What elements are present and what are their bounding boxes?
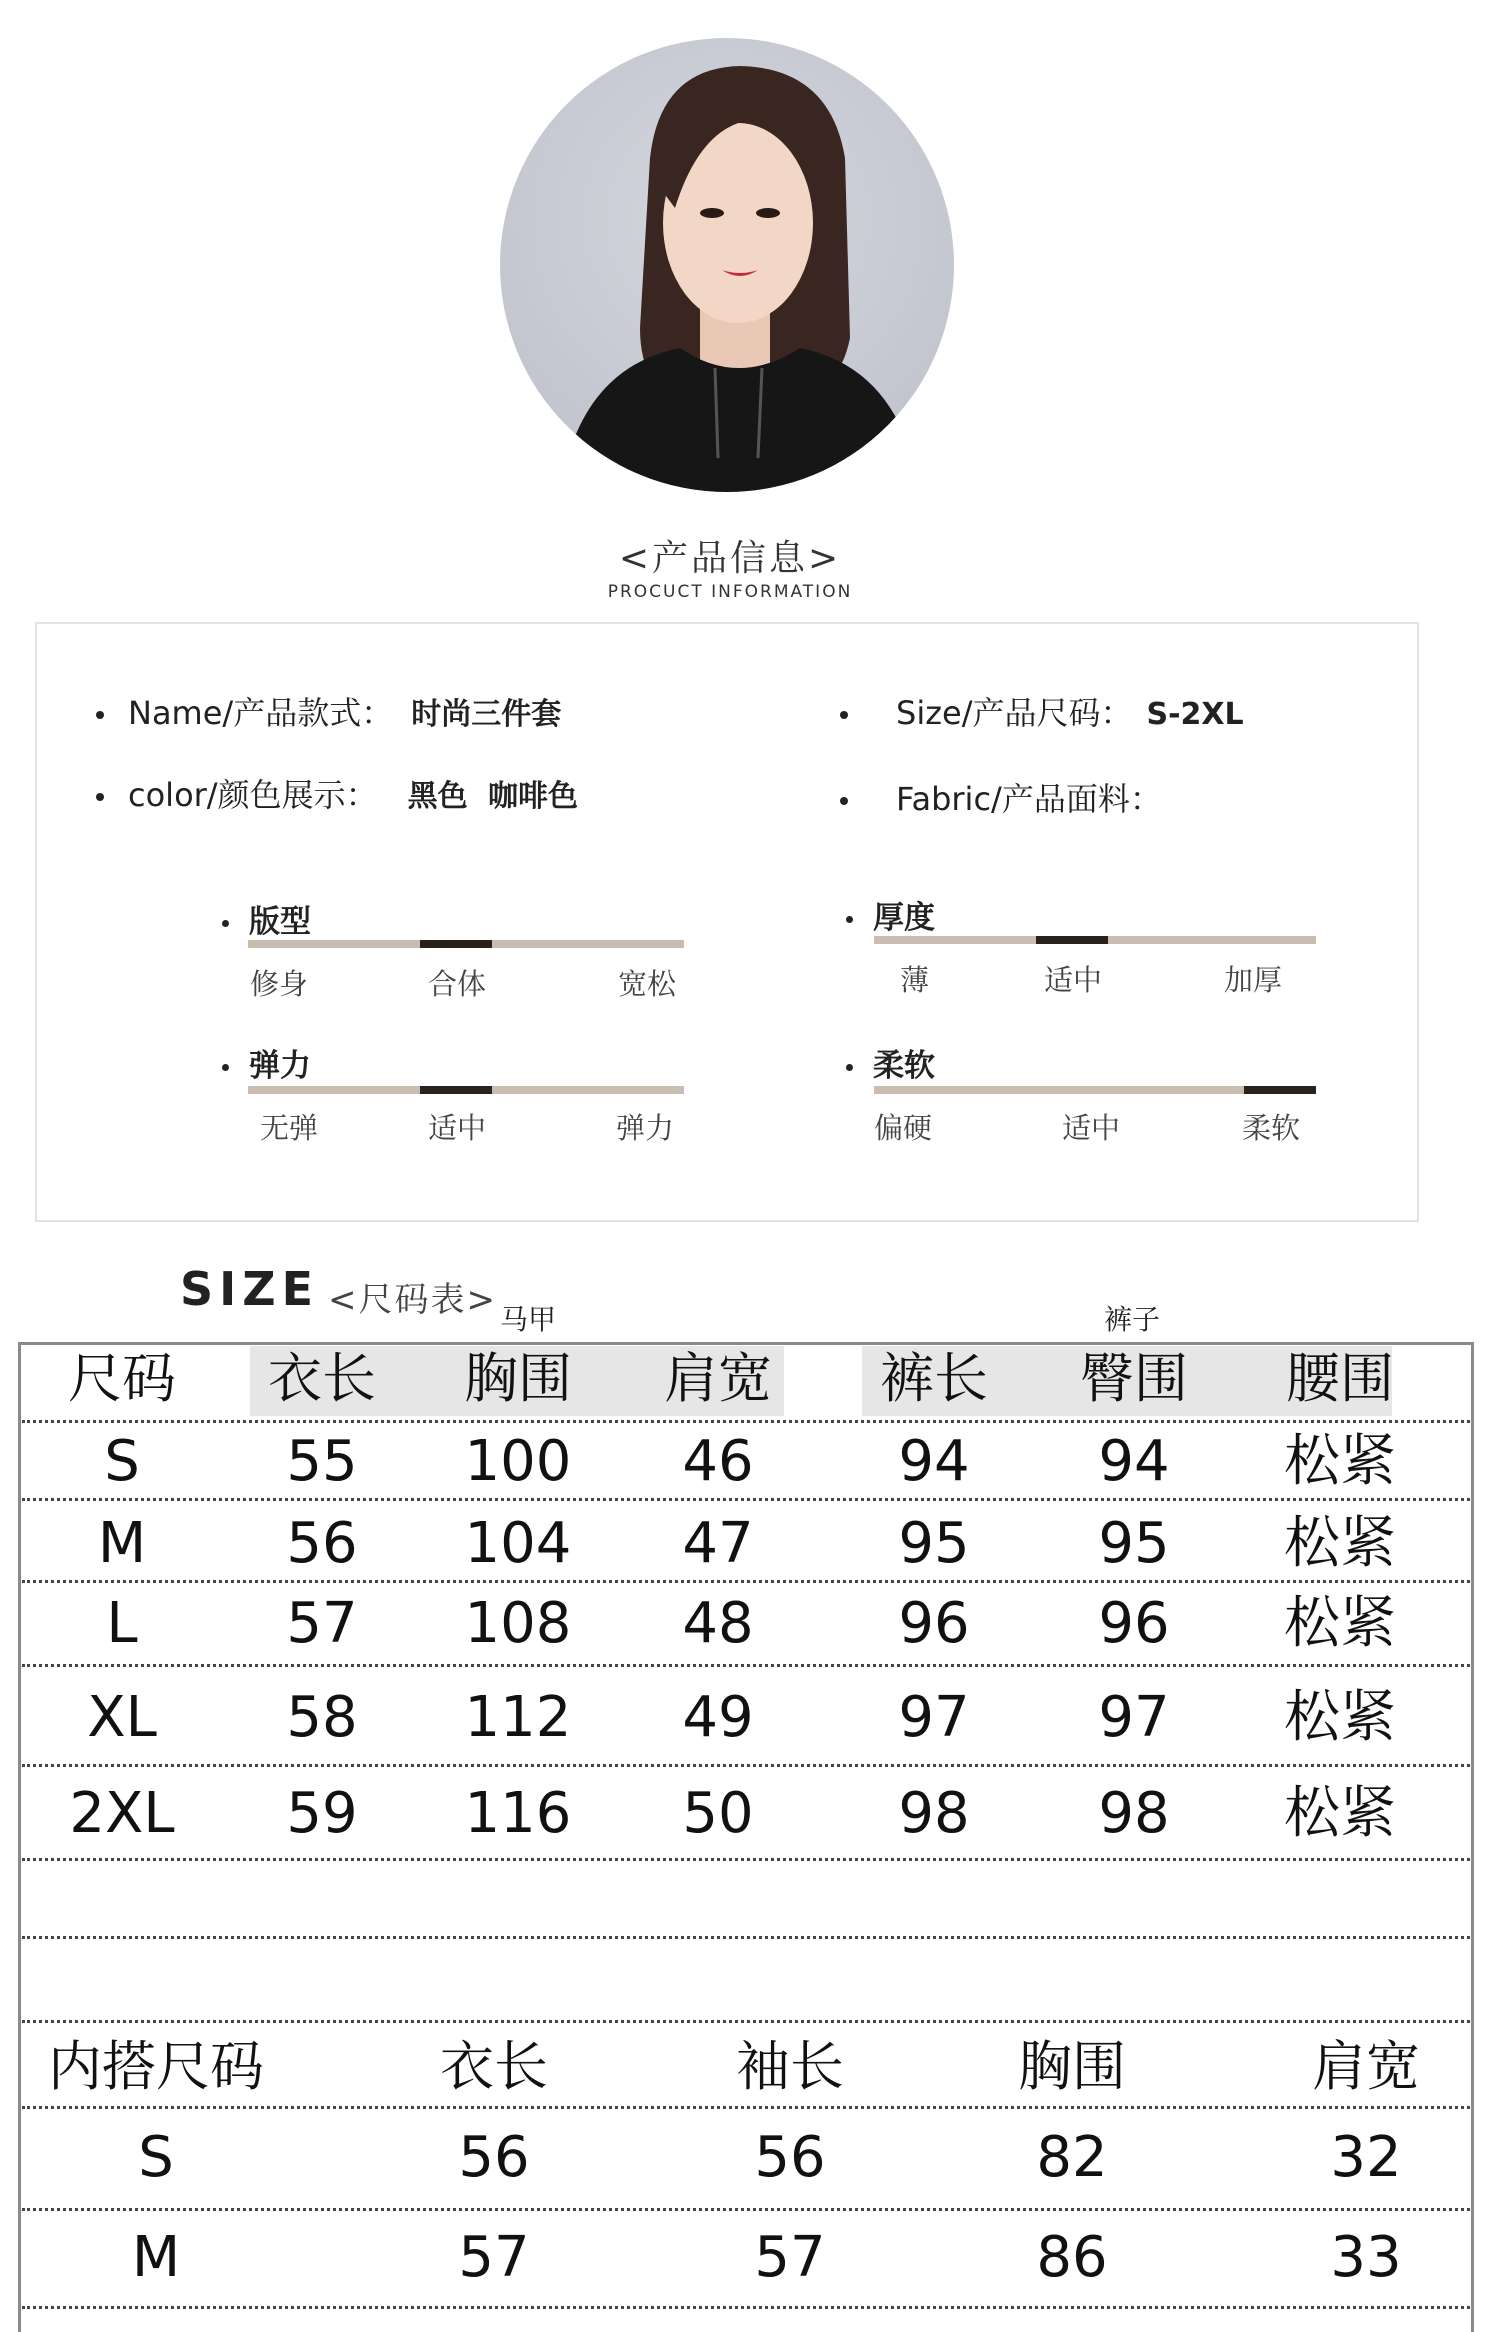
size-value-cell: 97 bbox=[1098, 1685, 1170, 1750]
inner-table-header: 衣长 bbox=[440, 2035, 548, 2098]
size-label-cell: 2XL bbox=[69, 1781, 175, 1846]
meter-softness-option: 偏硬 bbox=[874, 1111, 933, 1145]
size-value-cell: 56 bbox=[286, 1511, 358, 1576]
meter-fit-option: 合体 bbox=[428, 967, 487, 1001]
size-chart-subtitle: <尺码表> bbox=[328, 1280, 497, 1320]
row-divider bbox=[22, 1664, 1470, 1667]
row-divider bbox=[22, 1936, 1470, 1939]
inner-value-cell: 57 bbox=[458, 2225, 530, 2290]
size-table-header: 胸围 bbox=[464, 1347, 572, 1410]
attr-color bbox=[96, 770, 578, 816]
size-value-cell: 46 bbox=[682, 1429, 754, 1494]
row-divider bbox=[22, 2020, 1470, 2023]
attr-name-label: Name/产品款式： bbox=[128, 694, 394, 732]
size-value-cell: 95 bbox=[1098, 1511, 1170, 1576]
inner-size-label-cell: M bbox=[131, 2225, 181, 2290]
size-value-cell: 松紧 bbox=[1284, 1429, 1396, 1494]
size-value-cell: 48 bbox=[682, 1591, 754, 1656]
bullet-icon bbox=[222, 920, 229, 927]
inner-table-header: 袖长 bbox=[736, 2035, 844, 2098]
inner-value-cell: 56 bbox=[754, 2125, 826, 2190]
row-divider bbox=[22, 2106, 1470, 2109]
meter-fit-option: 修身 bbox=[250, 967, 309, 1001]
size-label-cell: XL bbox=[87, 1685, 157, 1750]
group-label-vest: 马甲 bbox=[500, 1303, 557, 1336]
meter-elasticity-option: 无弹 bbox=[260, 1111, 319, 1145]
meter-elasticity-track bbox=[248, 1086, 684, 1094]
meter-thickness-option: 加厚 bbox=[1224, 963, 1283, 997]
attr-name-value: 时尚三件套 bbox=[411, 697, 562, 732]
size-value-cell: 55 bbox=[286, 1429, 358, 1494]
size-value-cell: 95 bbox=[898, 1511, 970, 1576]
inner-value-cell: 56 bbox=[458, 2125, 530, 2190]
row-divider bbox=[22, 1498, 1470, 1501]
inner-size-label-cell: S bbox=[138, 2125, 174, 2190]
attr-size bbox=[840, 688, 1244, 734]
inner-table-header: 胸围 bbox=[1018, 2035, 1126, 2098]
size-value-cell: 96 bbox=[1098, 1591, 1170, 1656]
bullet-icon bbox=[96, 711, 104, 719]
inner-value-cell: 82 bbox=[1036, 2125, 1108, 2190]
size-label-cell: M bbox=[97, 1511, 147, 1576]
size-value-cell: 松紧 bbox=[1284, 1685, 1396, 1750]
size-label-cell: S bbox=[104, 1429, 140, 1494]
size-value-cell: 98 bbox=[898, 1781, 970, 1846]
meter-softness-marker bbox=[1244, 1086, 1316, 1094]
meter-fit-label: 版型 bbox=[222, 896, 311, 941]
meter-elasticity-option: 适中 bbox=[428, 1111, 487, 1145]
product-info-title: <产品信息> bbox=[618, 538, 842, 579]
meter-fit-marker bbox=[420, 940, 492, 948]
meter-thickness-option: 适中 bbox=[1044, 963, 1103, 997]
attr-size-value: S-2XL bbox=[1146, 697, 1244, 732]
bullet-icon bbox=[846, 916, 853, 923]
inner-value-cell: 86 bbox=[1036, 2225, 1108, 2290]
size-table-header: 衣长 bbox=[268, 1347, 376, 1410]
size-table-header: 肩宽 bbox=[664, 1347, 772, 1410]
size-table-header: 臀围 bbox=[1080, 1347, 1188, 1410]
row-divider bbox=[22, 2306, 1470, 2309]
size-value-cell: 47 bbox=[682, 1511, 754, 1576]
row-divider bbox=[22, 1764, 1470, 1767]
meter-softness-option: 柔软 bbox=[1242, 1111, 1301, 1145]
size-value-cell: 松紧 bbox=[1284, 1511, 1396, 1576]
meter-elasticity-label: 弹力 bbox=[222, 1040, 311, 1085]
bullet-icon bbox=[96, 793, 104, 801]
meter-softness-label: 柔软 bbox=[846, 1040, 935, 1085]
size-value-cell: 96 bbox=[898, 1591, 970, 1656]
size-label-cell: L bbox=[106, 1591, 138, 1656]
size-value-cell: 112 bbox=[464, 1685, 572, 1750]
bullet-icon bbox=[846, 1064, 853, 1071]
size-table-header: 尺码 bbox=[68, 1347, 176, 1410]
inner-table-header: 肩宽 bbox=[1312, 2035, 1420, 2098]
model-portrait bbox=[500, 38, 954, 492]
size-value-cell: 57 bbox=[286, 1591, 358, 1656]
size-value-cell: 50 bbox=[682, 1781, 754, 1846]
size-value-cell: 98 bbox=[1098, 1781, 1170, 1846]
size-value-cell: 100 bbox=[464, 1429, 572, 1494]
inner-value-cell: 33 bbox=[1330, 2225, 1402, 2290]
attr-fabric-label: Fabric/产品面料： bbox=[896, 780, 1162, 818]
meter-softness-option: 适中 bbox=[1062, 1111, 1121, 1145]
group-label-pants: 裤子 bbox=[1104, 1303, 1161, 1336]
meter-thickness-marker bbox=[1036, 936, 1108, 944]
size-value-cell: 58 bbox=[286, 1685, 358, 1750]
inner-value-cell: 32 bbox=[1330, 2125, 1402, 2190]
attr-color-value: 黑色 咖啡色 bbox=[407, 779, 579, 814]
inner-value-cell: 57 bbox=[754, 2225, 826, 2290]
size-value-cell: 108 bbox=[464, 1591, 572, 1656]
meter-thickness-option: 薄 bbox=[900, 963, 930, 997]
size-value-cell: 94 bbox=[898, 1429, 970, 1494]
size-value-cell: 49 bbox=[682, 1685, 754, 1750]
inner-table-header: 内搭尺码 bbox=[48, 2035, 264, 2098]
row-divider bbox=[22, 1420, 1470, 1423]
size-value-cell: 松紧 bbox=[1284, 1781, 1396, 1846]
attr-color-label: color/颜色展示： bbox=[128, 776, 378, 814]
model-photo bbox=[500, 38, 954, 492]
attr-fabric bbox=[840, 774, 1162, 820]
bullet-icon bbox=[840, 797, 848, 805]
meter-fit-option: 宽松 bbox=[618, 967, 677, 1001]
size-value-cell: 松紧 bbox=[1284, 1591, 1396, 1656]
size-value-cell: 94 bbox=[1098, 1429, 1170, 1494]
row-divider bbox=[22, 1858, 1470, 1861]
size-value-cell: 97 bbox=[898, 1685, 970, 1750]
size-chart-title: SIZE bbox=[180, 1262, 320, 1316]
size-value-cell: 59 bbox=[286, 1781, 358, 1846]
size-table-header: 腰围 bbox=[1286, 1347, 1394, 1410]
meter-thickness-track bbox=[874, 936, 1316, 944]
attr-name bbox=[96, 688, 561, 734]
row-divider bbox=[22, 2208, 1470, 2211]
meter-fit-track bbox=[248, 940, 684, 948]
size-value-cell: 116 bbox=[464, 1781, 572, 1846]
attr-size-label: Size/产品尺码： bbox=[896, 694, 1133, 732]
meter-softness-track bbox=[874, 1086, 1316, 1094]
bullet-icon bbox=[222, 1064, 229, 1071]
row-divider bbox=[22, 1580, 1470, 1583]
size-value-cell: 104 bbox=[464, 1511, 572, 1576]
product-info-subtitle: PROCUCT INFORMATION bbox=[607, 582, 853, 602]
bullet-icon bbox=[840, 711, 848, 719]
meter-elasticity-marker bbox=[420, 1086, 492, 1094]
meter-thickness-label: 厚度 bbox=[846, 892, 935, 937]
size-table-header: 裤长 bbox=[880, 1347, 988, 1410]
meter-elasticity-option: 弹力 bbox=[616, 1111, 675, 1145]
